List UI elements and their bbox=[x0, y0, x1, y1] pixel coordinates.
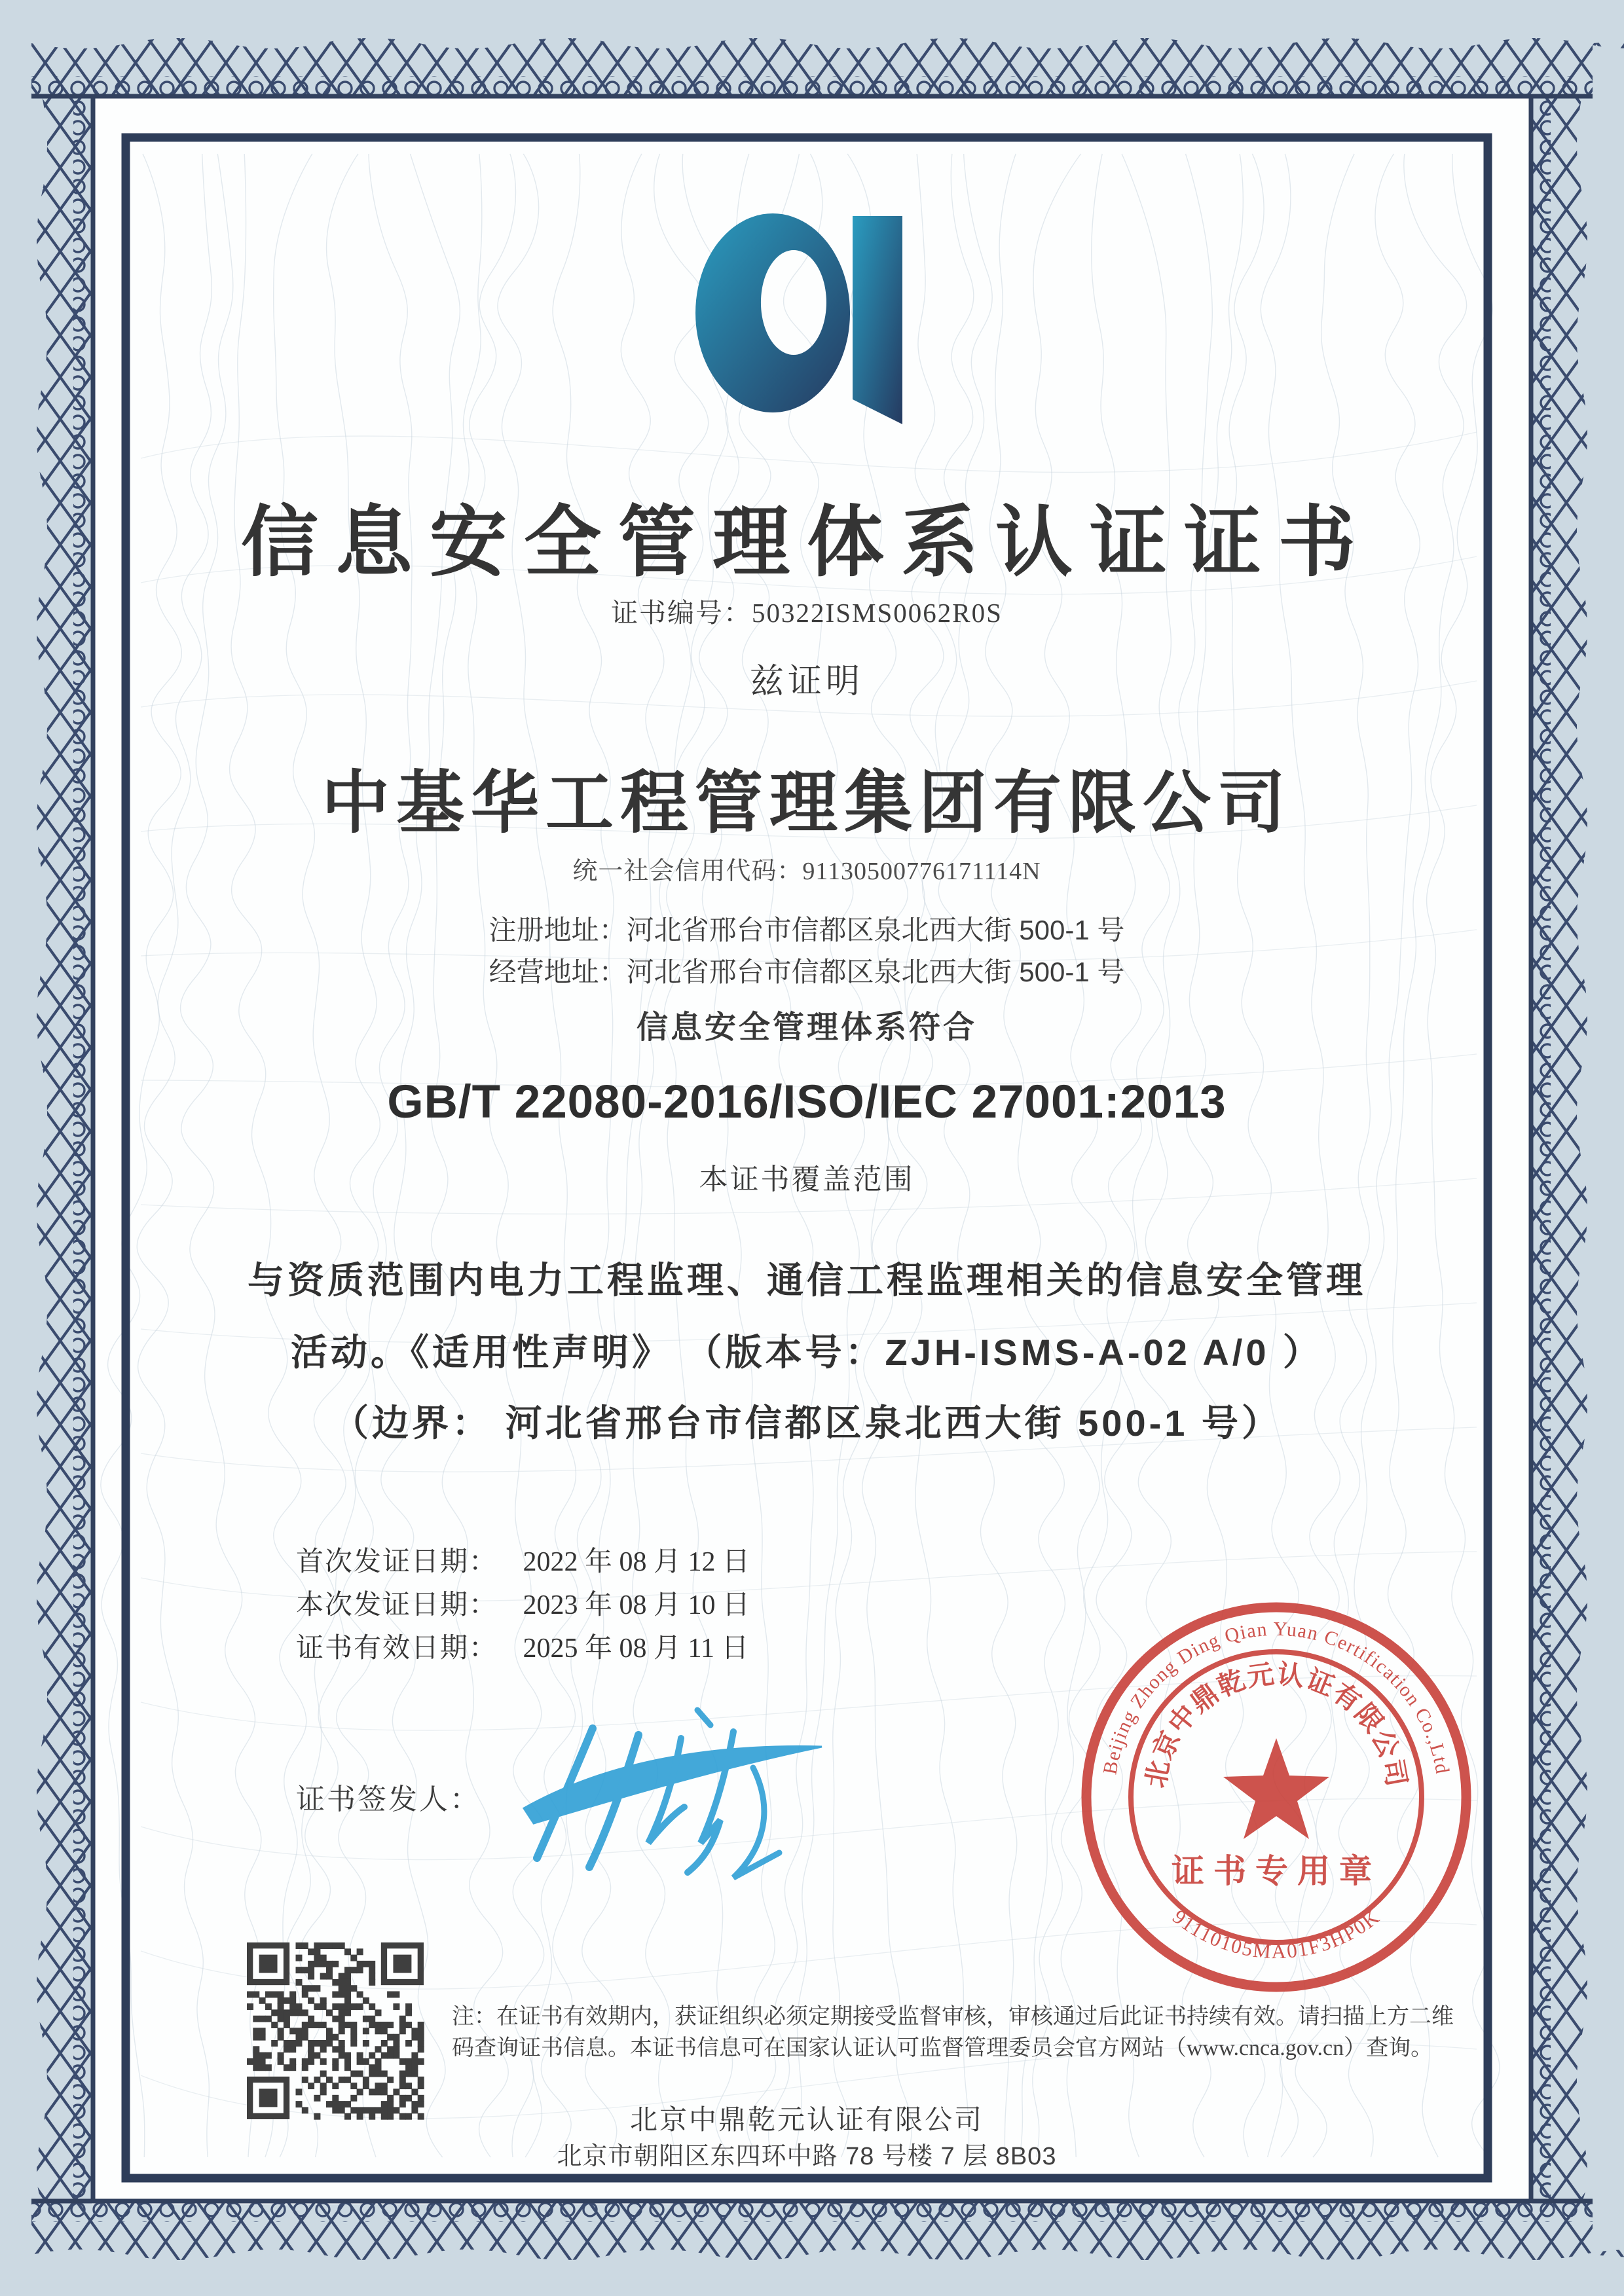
seal-subtitle: 证书专用章 bbox=[1172, 1853, 1381, 1889]
scope-line: 与资质范围内电力工程监理、通信工程监理相关的信息安全管理 bbox=[248, 1260, 1366, 1301]
seal-english-arc: Beijing Zhong Ding Qian Yuan Certification Co.,Ltd bbox=[1099, 1618, 1454, 1776]
scope-line: 活动。《适用性声明》 （版本号：ZJH-ISMS-A-02 A/0 ） bbox=[290, 1332, 1323, 1373]
note-line: 注：在证书有效期内，获证组织必须定期接受监督审核，审核通过后此证书持续有效。请扫描上方二维 bbox=[452, 2005, 1454, 2029]
statement-label: 兹证明 bbox=[749, 663, 864, 701]
registered-address: 注册地址：河北省邢台市信都区泉北西大街 500-1 号 bbox=[489, 915, 1125, 945]
business-address: 经营地址：河北省邢台市信都区泉北西大街 500-1 号 bbox=[489, 957, 1125, 987]
standard-reference: GB/T 22080-2016/ISO/IEC 27001:2013 bbox=[387, 1076, 1227, 1128]
certificate-title: 信息安全管理体系认证证书 bbox=[240, 500, 1373, 586]
current-issue-date-value: 2023 年 08 月 10 日 bbox=[523, 1590, 750, 1620]
expiry-date-value: 2025 年 08 月 11 日 bbox=[523, 1633, 749, 1664]
first-issue-date-label: 首次发证日期： bbox=[296, 1547, 498, 1577]
certified-company-name: 中基华工程管理集团有限公司 bbox=[321, 765, 1292, 841]
unified-credit-code: 统一社会信用代码：91130500776171114N bbox=[572, 858, 1041, 885]
scope-title: 本证书覆盖范围 bbox=[699, 1163, 915, 1195]
first-issue-date-value: 2022 年 08 月 12 日 bbox=[523, 1547, 750, 1577]
first-issue-date-row bbox=[296, 1540, 750, 1579]
scope-line: （边界： 河北省邢台市信都区泉北西大街 500-1 号） bbox=[332, 1402, 1282, 1444]
expiry-date-label: 证书有效日期： bbox=[296, 1633, 498, 1664]
seal-code-arc: 91110105MA01F3HP0K bbox=[1168, 1904, 1384, 1963]
issuer-address: 北京市朝阳区东四环中路 78 号楼 7 层 8B03 bbox=[557, 2143, 1057, 2170]
current-issue-date-row bbox=[296, 1583, 750, 1622]
issuer-name: 北京中鼎乾元认证有限公司 bbox=[629, 2104, 984, 2135]
expiry-date-row bbox=[296, 1626, 748, 1666]
signer-label: 证书签发人： bbox=[296, 1783, 481, 1815]
current-issue-date-label: 本次发证日期： bbox=[296, 1590, 498, 1620]
certificate-number: 证书编号：50322ISMS0062R0S bbox=[611, 598, 1003, 628]
note-line: 码查询证书信息。本证书信息可在国家认证认可监督管理委员会官方网站（www.cnca.gov.cn）查询。 bbox=[452, 2036, 1433, 2060]
conformity-statement: 信息安全管理体系符合 bbox=[636, 1010, 977, 1045]
seal-chinese-arc: 北京中鼎乾元认证有限公司 bbox=[1140, 1658, 1412, 1791]
